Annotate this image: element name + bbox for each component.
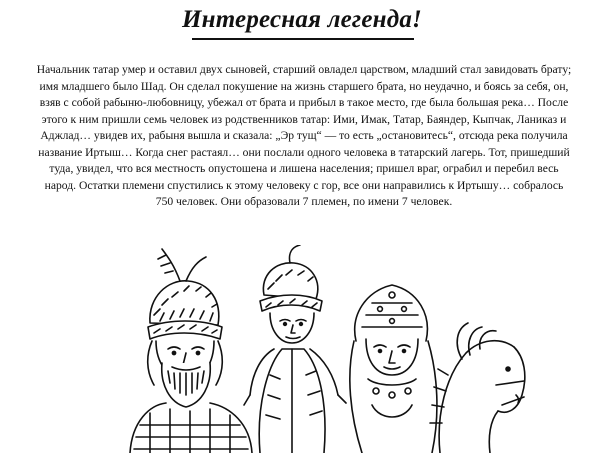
legend-paragraph: Начальник татар умер и оставил двух сыновей, старший овладел царством, младший стал завидовать брату; имя младшего было Шад. Он сделал покушение на жизнь старшего брата, но неудачно, и боясь за себя, он, взяв с собой рабыню-любовницу, убежал от брата и прибыл в такое место, где была большая река… После этого к ним пришли семь человек из родственников татар: Ими, Имак, Татар, Баяндер, Кыпчак, Ланиказ и Аджлад… увидев их, рабыня вышла и сказала: „Эр тущ“ — то есть „остановитесь“, отсюда река получила название Иртыш… Когда снег растаял… они послали одного человека в татарский лагерь. Тот, пришедший туда, увидел, что вся местность опустошена и лишена населения; пришел враг, ограбил и перебил весь народ. Остатки племени спустились к этому человеку с гор, все они направились к Иртышу… собралось 750 человек. Они образовали 7 племен, по имени 7 человек. (36, 63, 572, 208)
bearded-warrior-figure (130, 249, 252, 453)
page-title: Интересная легенда! (182, 6, 422, 33)
young-man-figure (244, 245, 346, 453)
title-underline (192, 38, 414, 40)
horse-figure (430, 323, 525, 453)
woman-figure (350, 285, 437, 453)
legend-illustration (110, 245, 530, 453)
